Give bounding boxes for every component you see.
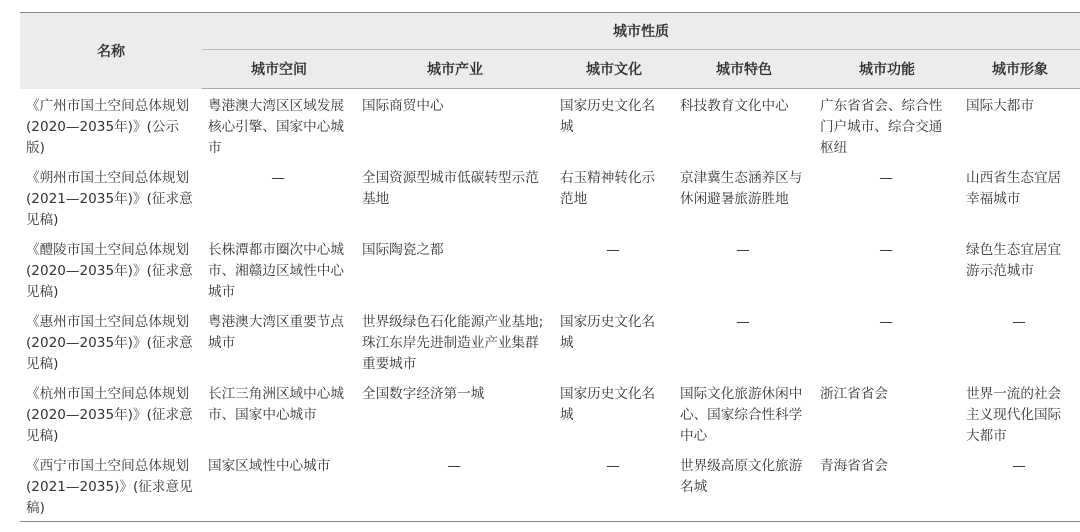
cell-culture: — — [554, 449, 674, 522]
header-city-feature: 城市特色 — [674, 50, 814, 89]
cell-space: — — [271, 170, 285, 186]
header-city-image: 城市形象 — [960, 50, 1080, 89]
cell-function: 青海省省会 — [814, 449, 960, 522]
cell-space: 长江三角洲区域中心城市、国家中心城市 — [208, 386, 344, 423]
cell-image: 山西省生态宜居幸福城市 — [966, 170, 1062, 207]
cell-space: 长株潭都市圈次中心城市、湘赣边区域性中心城市 — [208, 242, 344, 300]
cell-feature: 科技教育文化中心 — [680, 98, 789, 114]
cell-function: — — [879, 170, 893, 186]
table-row — [20, 449, 1080, 522]
cell-function: — — [879, 314, 893, 330]
city-nature-table — [20, 13, 1080, 522]
header-city-function: 城市功能 — [814, 50, 960, 89]
cell-industry: 国际陶瓷之都 — [362, 242, 444, 258]
table-row — [20, 161, 1080, 233]
cell-name: 《杭州市国土空间总体规划(2020—2035年)》(征求意见稿) — [26, 386, 193, 444]
cell-space: 国家区域性中心城市 — [202, 449, 356, 522]
cell-image: 国际大都市 — [966, 98, 1034, 114]
cell-image: — — [960, 449, 1080, 522]
cell-industry: 全国资源型城市低碳转型示范基地 — [362, 170, 539, 207]
cell-name: 《西宁市国土空间总体规划(2021—2035)》(征求意见稿) — [20, 449, 202, 522]
table-body — [20, 89, 1080, 522]
cell-function: — — [879, 242, 893, 258]
cell-name: 《广州市国土空间总体规划(2020—2035年)》(公示版) — [26, 97, 190, 156]
cell-name: 《朔州市国土空间总体规划(2021—2035年)》(征求意见稿) — [26, 170, 193, 228]
cell-image: 世界一流的社会主义现代化国际大都市 — [966, 386, 1062, 444]
cell-space: 粤港澳大湾区区域发展核心引擎、国家中心城市 — [208, 98, 344, 156]
cell-feature: — — [736, 242, 750, 258]
header-name: 名称 — [20, 13, 202, 89]
cell-image: 绿色生态宜居宜游示范城市 — [966, 242, 1062, 279]
cell-industry: — — [356, 449, 554, 522]
cell-space: 粤港澳大湾区重要节点城市 — [208, 314, 344, 351]
cell-culture: 国家历史文化名城 — [560, 314, 656, 351]
cell-culture: — — [606, 242, 620, 258]
cell-industry: 国际商贸中心 — [362, 98, 444, 114]
header-city-culture: 城市文化 — [554, 50, 674, 89]
cell-feature: 世界级高原文化旅游名城 — [674, 449, 814, 522]
table-row — [20, 377, 1080, 449]
header-city-nature: 城市性质 — [202, 13, 1080, 50]
cell-culture: 右玉精神转化示范地 — [560, 170, 656, 207]
cell-culture: 国家历史文化名城 — [560, 386, 656, 423]
cell-industry: 全国数字经济第一城 — [362, 386, 485, 402]
cell-feature: 国际文化旅游休闲中心、国家综合性科学中心 — [680, 386, 803, 444]
header-row-group — [20, 13, 1080, 50]
cell-feature: 京津冀生态涵养区与休闲避暑旅游胜地 — [680, 170, 803, 207]
table-row — [20, 305, 1080, 377]
table-header — [20, 13, 1080, 89]
cell-name: 《惠州市国土空间总体规划(2020—2035年)》(征求意见稿) — [26, 314, 193, 372]
table-row — [20, 233, 1080, 305]
city-nature-table-container — [20, 13, 1080, 522]
cell-name: 《醴陵市国土空间总体规划(2020—2035年)》(征求意见稿) — [26, 242, 193, 300]
cell-image: — — [1012, 314, 1026, 330]
cell-feature: — — [736, 314, 750, 330]
cell-industry: 世界级绿色石化能源产业基地;珠江东岸先进制造业产业集群重要城市 — [362, 314, 544, 372]
cell-culture: 国家历史文化名城 — [560, 98, 656, 135]
cell-function: 广东省省会、综合性门户城市、综合交通枢纽 — [820, 98, 943, 156]
cell-function: 浙江省省会 — [820, 386, 888, 402]
table-row — [20, 89, 1080, 162]
header-city-space: 城市空间 — [202, 50, 356, 89]
header-city-industry: 城市产业 — [356, 50, 554, 89]
